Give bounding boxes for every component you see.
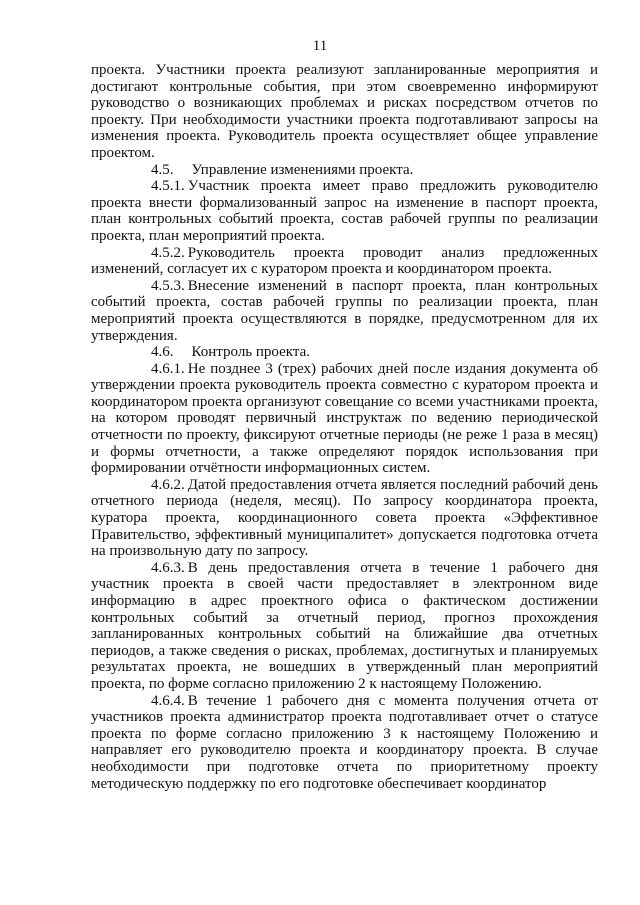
clause-number: 4.5.3. xyxy=(151,277,185,294)
paragraph-text: проекта. Участники проекта реализуют запланированные мероприятия и достигают контрольные события, при этом своевременно информируют руководство о возникающих проблемах и рисках посредством отчетов по проекту. При необходимости участники проекта подготавливают запросы на изменения проекта. Руководитель проекта осуществляет общее управление проектом. xyxy=(91,62,598,161)
clause-4-5-3 xyxy=(91,278,598,344)
clause-text: Руководитель проекта проводит анализ предложенных изменений, согласует их с куратором проекта и координатором проекта. xyxy=(91,244,598,278)
clause-number: 4.6.1. xyxy=(151,360,185,377)
section-heading-4-6 xyxy=(91,344,598,361)
clause-text: Датой предоставления отчета является последний рабочий день отчетного периода (неделя, месяц). По запросу координатора проекта, куратора проекта, координационного совета проекта «Эффективное Правительство, эффективный муниципалитет» допускается подготовка отчета на произвольную дату по запросу. xyxy=(91,476,598,560)
clause-text: Внесение изменений в паспорт проекта, план контрольных событий проекта, состав рабочей группы по реализации проекта, план мероприятий проекта осуществляются в порядке, предусмотренном для их утверждения. xyxy=(91,277,598,344)
clause-4-6-2 xyxy=(91,477,598,560)
clause-4-5-2 xyxy=(91,245,598,278)
clause-number: 4.6.3. xyxy=(151,559,185,576)
section-title: Управление изменениями проекта. xyxy=(191,161,414,178)
section-number: 4.5. xyxy=(151,161,174,178)
section-title: Контроль проекта. xyxy=(191,344,311,361)
clause-4-6-3 xyxy=(91,560,598,693)
clause-text: Участник проекта имеет право предложить руководителю проекта внести формализованный запрос на изменение в паспорт проекта, план контрольных событий проекта, состав рабочей группы по реализации проекта, план мероприятий проекта. xyxy=(91,178,598,244)
clause-text: В день предоставления отчета в течение 1 рабочего дня участник проекта в своей части предоставляет в электронном виде информацию в адрес проектного офиса о фактическом достижении контрольных событий за отчетный период, прогноз прохождения запланированных контрольных событий на ближайшие два отчетных периодов, а также сведения о рисках, проблемах, достигнутых и планируемых результатах проекта, не вошедших в утвержденный план мероприятий проекта, по форме согласно приложению 2 к настоящему Положению. xyxy=(91,559,598,692)
paragraph-continuation xyxy=(91,62,598,162)
document-body xyxy=(91,62,598,792)
clause-4-5-1 xyxy=(91,178,598,244)
page-number: 11 xyxy=(312,38,328,54)
clause-text: В течение 1 рабочего дня с момента получения отчета от участников проекта администратор проекта подготавливает отчет о статусе проекта по форме согласно приложению 3 к настоящему Положению и направляет его руководителю проекта и координатору проекта. В случае необходимости при подготовке отчета по приоритетному проекту методическую поддержку по его подготовке обеспечивает координатор xyxy=(91,692,598,792)
clause-number: 4.6.4. xyxy=(151,692,185,709)
section-heading-4-5 xyxy=(91,162,598,179)
section-number: 4.6. xyxy=(151,344,174,361)
clause-number: 4.5.2. xyxy=(151,244,185,261)
clause-number: 4.5.1. xyxy=(151,178,185,195)
clause-text: Не позднее 3 (трех) рабочих дней после издания документа об утверждении проекта руководитель проекта совместно с куратором проекта и координатором проекта организуют совещание со всеми участниками проекта, на котором проводят первичный инструктаж по ведению периодической отчетности по проекту, фиксируют отчетные периоды (не реже 1 раза в месяц) и формы отчетности, а также определяют порядок использования при формировании отчётности информационных систем. xyxy=(91,360,598,477)
clause-4-6-1 xyxy=(91,361,598,477)
clause-4-6-4 xyxy=(91,693,598,793)
clause-number: 4.6.2. xyxy=(151,476,185,493)
